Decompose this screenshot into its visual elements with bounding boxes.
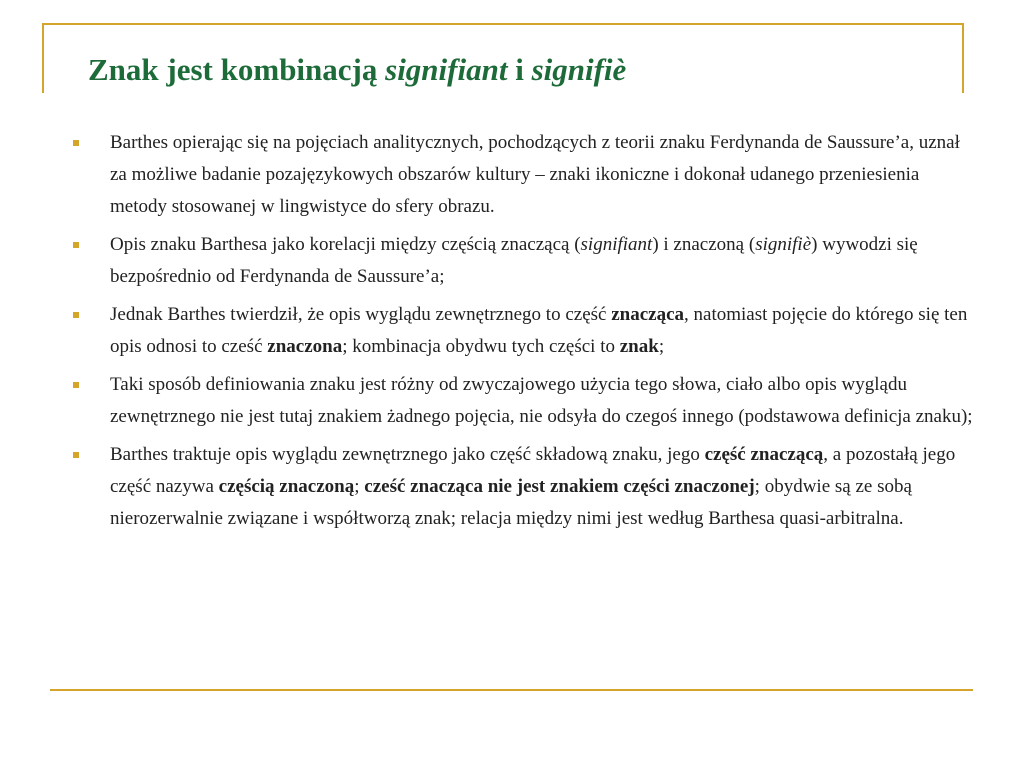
title-text-2: i — [507, 52, 532, 87]
title-text-1: Znak jest kombinacją — [88, 52, 386, 87]
term-znak: znak — [619, 336, 659, 357]
title-term-signifiant: signifiant — [385, 52, 508, 87]
bullet-marker-icon — [73, 452, 79, 458]
bullet-text: Barthes traktuje opis wyglądu zewnętrznego jako część składową znaku, jego — [110, 444, 705, 465]
bullet-text: Taki sposób definiowania znaku jest różny od zwyczajowego użycia tego słowa, ciało albo opis wyglądu zewnętrznego nie jest tutaj znakiem żadnego pojęcia, nie odsyła do czegoś innego (podstawowa definicja znaku); — [110, 374, 973, 427]
bullet-marker-icon — [73, 312, 79, 318]
bullet-item — [70, 439, 980, 535]
bullet-text: , a pozostałą jego część nazywa — [110, 444, 956, 497]
bullet-item — [70, 369, 980, 433]
bullet-list — [70, 127, 980, 541]
bullet-text: ; — [658, 336, 665, 357]
term-znaczaca: znacząca — [611, 304, 685, 325]
bullet-marker-icon — [73, 382, 79, 388]
bullet-item — [70, 299, 980, 363]
bullet-marker-icon — [73, 242, 79, 248]
title-term-signifie: signifiè — [531, 52, 627, 87]
bullet-text: ) wywodzi się bezpośrednio od Ferdynanda de Saussure’a; — [110, 234, 918, 287]
frame-top-line — [42, 23, 964, 25]
term-znaczona: znaczona — [267, 336, 343, 357]
frame-right-line — [962, 23, 964, 93]
term-czescia-znaczona: częścią znaczoną — [218, 476, 355, 497]
bullet-item — [70, 127, 980, 223]
bullet-text: , natomiast pojęcie do którego się ten opis odnosi to cześć — [110, 304, 968, 357]
bullet-text: Opis znaku Barthesa jako korelacji między częścią znaczącą ( — [110, 234, 581, 255]
bullet-item — [70, 229, 980, 293]
bullet-text: ; kombinacja obydwu tych części to — [342, 336, 620, 357]
bullet-text: Jednak Barthes twierdził, że opis wyglądu zewnętrznego to część — [110, 304, 612, 325]
bottom-rule — [50, 689, 973, 691]
term-signifiant: signifiant — [580, 234, 653, 255]
term-statement: cześć znacząca nie jest znakiem części znaczonej — [364, 476, 755, 497]
term-czesc-znaczaca: część znaczącą — [704, 444, 824, 465]
slide-title — [88, 50, 626, 90]
bullet-text: Barthes opierając się na pojęciach analitycznych, pochodzących z teorii znaku Ferdynanda de Saussure’a, uznał za możliwe badanie pozajęzykowych obszarów kultury – znaki ikoniczne i dokonał udanego przeniesienia metody stosowanej w lingwistyce do sfery obrazu. — [110, 132, 960, 217]
bullet-text: ; obydwie są ze sobą nierozerwalnie związane i współtworzą znak; relacja między nimi jest według Barthesa quasi-arbitralna. — [110, 476, 912, 529]
term-signifie: signifiè — [755, 234, 812, 255]
frame-left-line — [42, 23, 44, 93]
bullet-text: ) i znaczoną ( — [652, 234, 756, 255]
bullet-marker-icon — [73, 140, 79, 146]
bullet-text: ; — [354, 476, 365, 497]
